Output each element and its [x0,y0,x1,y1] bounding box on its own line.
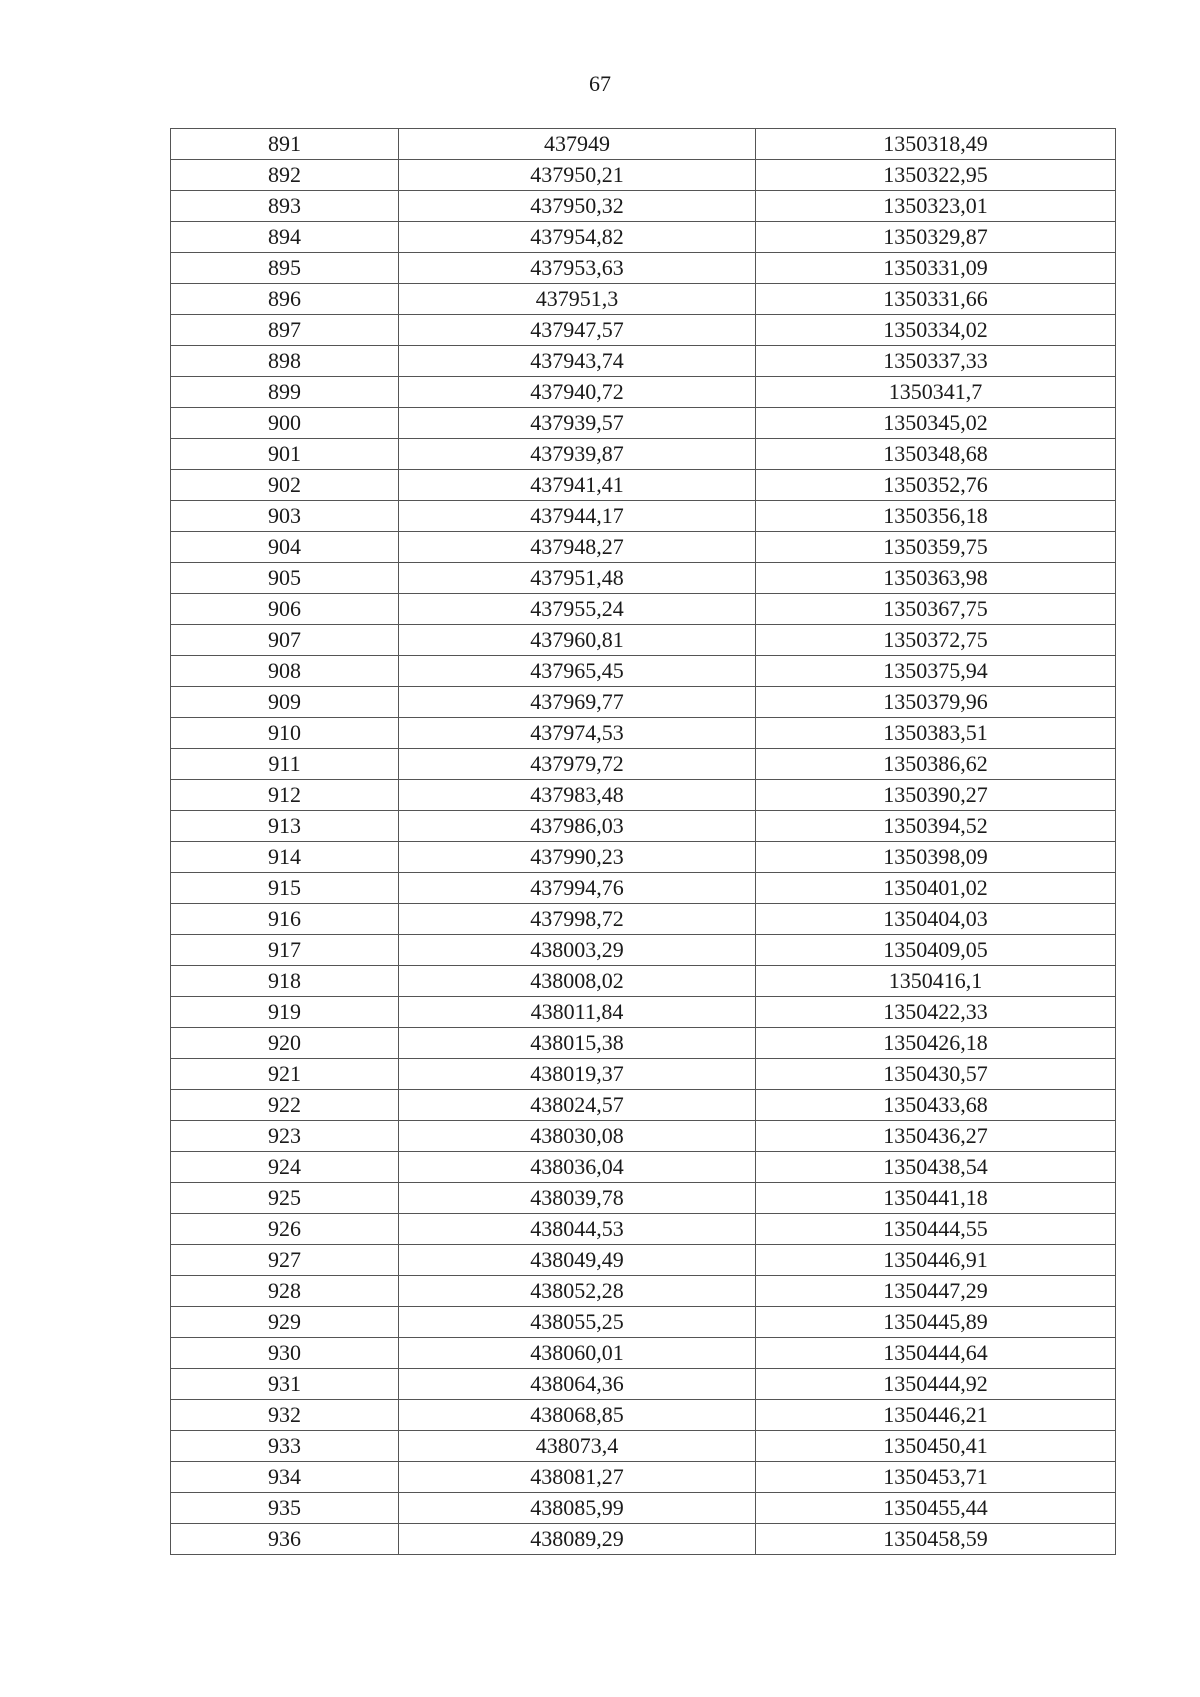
y-coordinate-cell: 1350398,09 [756,842,1116,873]
point-number-cell: 904 [171,532,399,563]
x-coordinate-cell: 437939,87 [399,439,756,470]
x-coordinate-cell: 437998,72 [399,904,756,935]
x-coordinate-cell: 437951,48 [399,563,756,594]
y-coordinate-cell: 1350458,59 [756,1524,1116,1555]
x-coordinate-cell: 437940,72 [399,377,756,408]
table-row [171,904,1116,935]
x-coordinate-cell: 438060,01 [399,1338,756,1369]
y-coordinate-cell: 1350422,33 [756,997,1116,1028]
x-coordinate-cell: 437983,48 [399,780,756,811]
y-coordinate-cell: 1350322,95 [756,160,1116,191]
x-coordinate-cell: 438073,4 [399,1431,756,1462]
x-coordinate-cell: 438015,38 [399,1028,756,1059]
table-row [171,1214,1116,1245]
y-coordinate-cell: 1350329,87 [756,222,1116,253]
table-row [171,563,1116,594]
x-coordinate-cell: 438011,84 [399,997,756,1028]
table-row [171,191,1116,222]
point-number-cell: 908 [171,656,399,687]
x-coordinate-cell: 437979,72 [399,749,756,780]
y-coordinate-cell: 1350390,27 [756,780,1116,811]
x-coordinate-cell: 437947,57 [399,315,756,346]
table-row [171,532,1116,563]
x-coordinate-cell: 437941,41 [399,470,756,501]
point-number-cell: 915 [171,873,399,904]
table-row [171,1152,1116,1183]
table-row [171,625,1116,656]
table-row [171,408,1116,439]
point-number-cell: 927 [171,1245,399,1276]
point-number-cell: 914 [171,842,399,873]
x-coordinate-cell: 437954,82 [399,222,756,253]
point-number-cell: 919 [171,997,399,1028]
point-number-cell: 918 [171,966,399,997]
table-row [171,1338,1116,1369]
table-row [171,1431,1116,1462]
y-coordinate-cell: 1350446,21 [756,1400,1116,1431]
table-row [171,1059,1116,1090]
y-coordinate-cell: 1350426,18 [756,1028,1116,1059]
table-row [171,222,1116,253]
y-coordinate-cell: 1350394,52 [756,811,1116,842]
point-number-cell: 896 [171,284,399,315]
x-coordinate-cell: 437974,53 [399,718,756,749]
point-number-cell: 925 [171,1183,399,1214]
point-number-cell: 910 [171,718,399,749]
y-coordinate-cell: 1350375,94 [756,656,1116,687]
point-number-cell: 933 [171,1431,399,1462]
x-coordinate-cell: 437943,74 [399,346,756,377]
point-number-cell: 930 [171,1338,399,1369]
table-row [171,346,1116,377]
point-number-cell: 901 [171,439,399,470]
x-coordinate-cell: 437939,57 [399,408,756,439]
x-coordinate-cell: 437965,45 [399,656,756,687]
point-number-cell: 926 [171,1214,399,1245]
y-coordinate-cell: 1350404,03 [756,904,1116,935]
y-coordinate-cell: 1350318,49 [756,129,1116,160]
x-coordinate-cell: 438036,04 [399,1152,756,1183]
table-row [171,377,1116,408]
point-number-cell: 905 [171,563,399,594]
y-coordinate-cell: 1350430,57 [756,1059,1116,1090]
y-coordinate-cell: 1350323,01 [756,191,1116,222]
table-row [171,1524,1116,1555]
table-row [171,780,1116,811]
y-coordinate-cell: 1350433,68 [756,1090,1116,1121]
point-number-cell: 899 [171,377,399,408]
table-row [171,842,1116,873]
table-row [171,470,1116,501]
point-number-cell: 924 [171,1152,399,1183]
table-row [171,594,1116,625]
x-coordinate-cell: 437950,21 [399,160,756,191]
x-coordinate-cell: 438049,49 [399,1245,756,1276]
x-coordinate-cell: 437994,76 [399,873,756,904]
point-number-cell: 922 [171,1090,399,1121]
x-coordinate-cell: 437990,23 [399,842,756,873]
table-row [171,873,1116,904]
table-row [171,935,1116,966]
point-number-cell: 900 [171,408,399,439]
point-number-cell: 935 [171,1493,399,1524]
y-coordinate-cell: 1350450,41 [756,1431,1116,1462]
y-coordinate-cell: 1350379,96 [756,687,1116,718]
table-row [171,966,1116,997]
x-coordinate-cell: 437950,32 [399,191,756,222]
point-number-cell: 921 [171,1059,399,1090]
point-number-cell: 907 [171,625,399,656]
point-number-cell: 936 [171,1524,399,1555]
point-number-cell: 909 [171,687,399,718]
y-coordinate-cell: 1350444,64 [756,1338,1116,1369]
point-number-cell: 893 [171,191,399,222]
x-coordinate-cell: 437986,03 [399,811,756,842]
y-coordinate-cell: 1350383,51 [756,718,1116,749]
table-row [171,501,1116,532]
y-coordinate-cell: 1350446,91 [756,1245,1116,1276]
y-coordinate-cell: 1350416,1 [756,966,1116,997]
point-number-cell: 913 [171,811,399,842]
y-coordinate-cell: 1350359,75 [756,532,1116,563]
point-number-cell: 916 [171,904,399,935]
table-row [171,129,1116,160]
x-coordinate-cell: 438081,27 [399,1462,756,1493]
table-row [171,749,1116,780]
y-coordinate-cell: 1350352,76 [756,470,1116,501]
x-coordinate-cell: 438008,02 [399,966,756,997]
table-row [171,1493,1116,1524]
y-coordinate-cell: 1350345,02 [756,408,1116,439]
table-row [171,1090,1116,1121]
x-coordinate-cell: 437948,27 [399,532,756,563]
point-number-cell: 932 [171,1400,399,1431]
table-row [171,1462,1116,1493]
x-coordinate-cell: 437944,17 [399,501,756,532]
y-coordinate-cell: 1350334,02 [756,315,1116,346]
y-coordinate-cell: 1350438,54 [756,1152,1116,1183]
table-row [171,1028,1116,1059]
y-coordinate-cell: 1350331,66 [756,284,1116,315]
point-number-cell: 891 [171,129,399,160]
y-coordinate-cell: 1350372,75 [756,625,1116,656]
table-row [171,811,1116,842]
y-coordinate-cell: 1350447,29 [756,1276,1116,1307]
table-row [171,997,1116,1028]
table-row [171,1400,1116,1431]
point-number-cell: 923 [171,1121,399,1152]
table-row [171,1183,1116,1214]
x-coordinate-cell: 437955,24 [399,594,756,625]
y-coordinate-cell: 1350337,33 [756,346,1116,377]
y-coordinate-cell: 1350455,44 [756,1493,1116,1524]
table-row [171,439,1116,470]
x-coordinate-cell: 437953,63 [399,253,756,284]
x-coordinate-cell: 438064,36 [399,1369,756,1400]
table-row [171,1369,1116,1400]
y-coordinate-cell: 1350386,62 [756,749,1116,780]
table-row [171,1121,1116,1152]
point-number-cell: 931 [171,1369,399,1400]
table-row [171,253,1116,284]
x-coordinate-cell: 437960,81 [399,625,756,656]
x-coordinate-cell: 438068,85 [399,1400,756,1431]
point-number-cell: 906 [171,594,399,625]
point-number-cell: 928 [171,1276,399,1307]
point-number-cell: 897 [171,315,399,346]
x-coordinate-cell: 438089,29 [399,1524,756,1555]
point-number-cell: 903 [171,501,399,532]
table-row [171,1245,1116,1276]
y-coordinate-cell: 1350453,71 [756,1462,1116,1493]
x-coordinate-cell: 438052,28 [399,1276,756,1307]
y-coordinate-cell: 1350409,05 [756,935,1116,966]
table-row [171,656,1116,687]
point-number-cell: 911 [171,749,399,780]
x-coordinate-cell: 438024,57 [399,1090,756,1121]
y-coordinate-cell: 1350401,02 [756,873,1116,904]
point-number-cell: 902 [171,470,399,501]
point-number-cell: 929 [171,1307,399,1338]
point-number-cell: 917 [171,935,399,966]
y-coordinate-cell: 1350441,18 [756,1183,1116,1214]
x-coordinate-cell: 438085,99 [399,1493,756,1524]
x-coordinate-cell: 438044,53 [399,1214,756,1245]
point-number-cell: 898 [171,346,399,377]
y-coordinate-cell: 1350367,75 [756,594,1116,625]
x-coordinate-cell: 437969,77 [399,687,756,718]
table-row [171,687,1116,718]
y-coordinate-cell: 1350331,09 [756,253,1116,284]
coordinates-table-body [171,129,1116,1555]
x-coordinate-cell: 437949 [399,129,756,160]
point-number-cell: 894 [171,222,399,253]
x-coordinate-cell: 438030,08 [399,1121,756,1152]
y-coordinate-cell: 1350444,55 [756,1214,1116,1245]
y-coordinate-cell: 1350363,98 [756,563,1116,594]
table-row [171,315,1116,346]
table-row [171,1276,1116,1307]
point-number-cell: 934 [171,1462,399,1493]
point-number-cell: 895 [171,253,399,284]
table-row [171,718,1116,749]
y-coordinate-cell: 1350348,68 [756,439,1116,470]
point-number-cell: 920 [171,1028,399,1059]
point-number-cell: 892 [171,160,399,191]
y-coordinate-cell: 1350341,7 [756,377,1116,408]
table-row [171,1307,1116,1338]
x-coordinate-cell: 438055,25 [399,1307,756,1338]
x-coordinate-cell: 438019,37 [399,1059,756,1090]
x-coordinate-cell: 437951,3 [399,284,756,315]
y-coordinate-cell: 1350356,18 [756,501,1116,532]
table-row [171,284,1116,315]
y-coordinate-cell: 1350436,27 [756,1121,1116,1152]
x-coordinate-cell: 438003,29 [399,935,756,966]
y-coordinate-cell: 1350444,92 [756,1369,1116,1400]
y-coordinate-cell: 1350445,89 [756,1307,1116,1338]
page-number: 67 [589,71,611,96]
table-row [171,160,1116,191]
x-coordinate-cell: 438039,78 [399,1183,756,1214]
coordinates-table [170,128,1116,1555]
point-number-cell: 912 [171,780,399,811]
